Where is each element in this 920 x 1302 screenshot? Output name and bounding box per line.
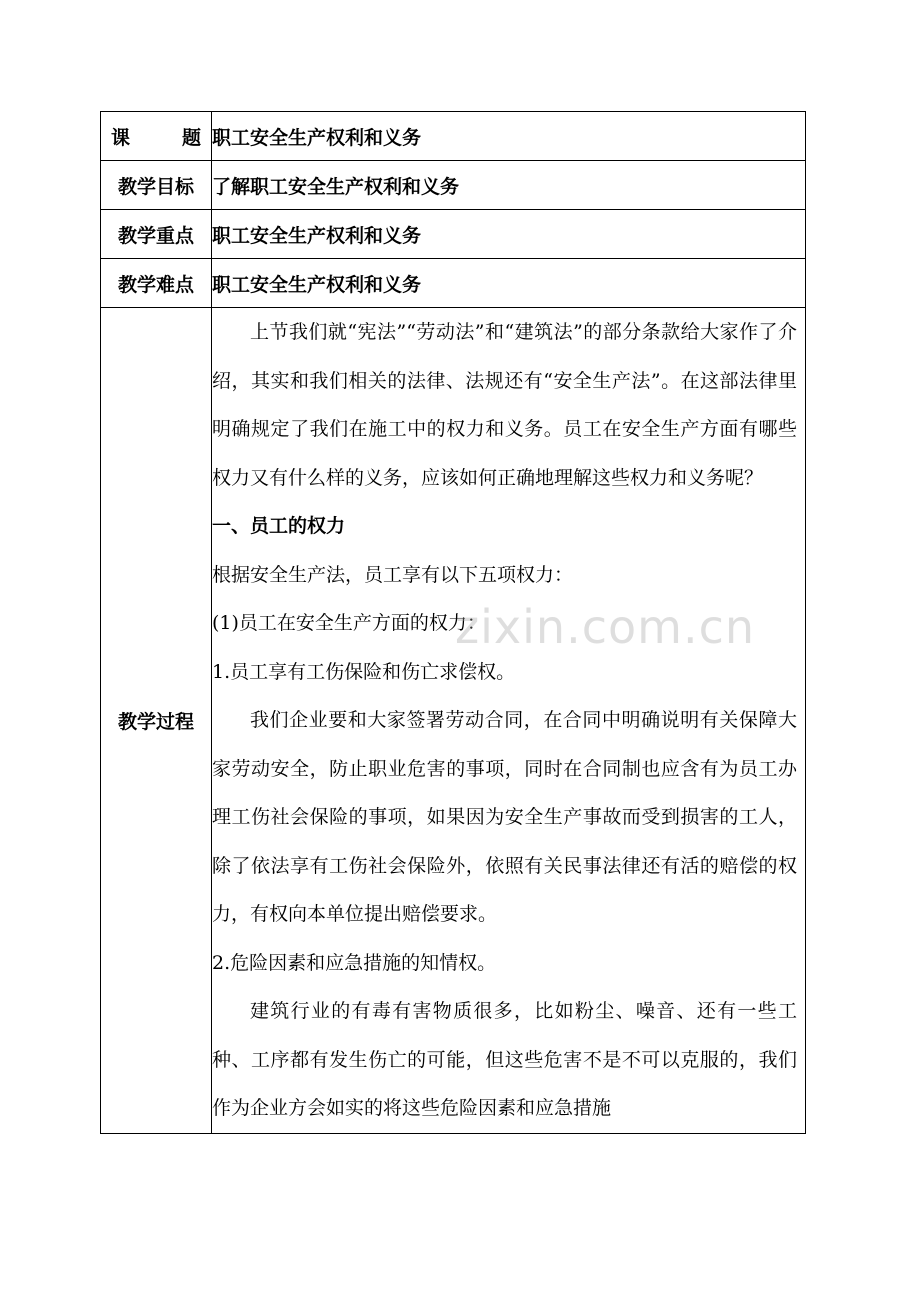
difficulty-value: 职工安全生产权利和义务: [212, 259, 806, 308]
process-label: 教学过程: [101, 308, 212, 1134]
key-point-row: [101, 210, 806, 259]
difficulty-label: 教学难点: [101, 259, 212, 308]
section1-lead: 根据安全生产法，员工享有以下五项权力：: [212, 563, 574, 586]
subsection-title: (1)员工在安全生产方面的权力：: [212, 612, 486, 634]
topic-label: [101, 112, 212, 161]
topic-label-right: 题: [181, 126, 201, 149]
topic-value: 职工安全生产权利和义务: [212, 112, 806, 161]
item2-title: 2.危险因素和应急措施的知情权。: [212, 951, 497, 974]
key-point-value: 职工安全生产权利和义务: [212, 210, 806, 259]
topic-row: [101, 112, 806, 161]
intro-paragraph: 上节我们就“宪法”“劳动法”和“建筑法”的部分条款给大家作了介绍，其实和我们相关的法律、法规还有“安全生产法”。在这部法律里明确规定了我们在施工中的权力和义务。员工在安全生产方面有哪些权力又有什么样的义务，应该如何正确地理解这些权力和义务呢？: [212, 321, 797, 489]
process-row: [101, 308, 806, 1134]
watermark-text: zixin.com.cn: [455, 600, 756, 654]
item2-paragraph: 建筑行业的有毒有害物质很多，比如粉尘、噪音、还有一些工种、工序都有发生伤亡的可能，但这些危害不是不可以克服的，我们作为企业方会如实的将这些危险因素和应急措施: [212, 1000, 797, 1119]
topic-label-left: 课: [111, 126, 131, 149]
section1-heading: 一、员工的权力: [212, 515, 346, 537]
key-point-label: 教学重点: [101, 210, 212, 259]
item1-title: 1.员工享有工伤保险和伤亡求偿权。: [212, 660, 516, 683]
goal-row: [101, 161, 806, 210]
lesson-plan-table: [100, 111, 806, 1134]
goal-label: 教学目标: [101, 161, 212, 210]
item1-paragraph: 我们企业要和大家签署劳动合同，在合同中明确说明有关保障大家劳动安全，防止职业危害的事项，同时在合同制也应含有为员工办理工伤社会保险的事项，如果因为安全生产事故而受到损害的工人，除了依法享有工伤社会保险外，依照有关民事法律还有活的赔偿的权力，有权向本单位提出赔偿要求。: [212, 709, 797, 925]
process-body: [212, 308, 806, 1134]
goal-value: 了解职工安全生产权利和义务: [212, 161, 806, 210]
difficulty-row: [101, 259, 806, 308]
